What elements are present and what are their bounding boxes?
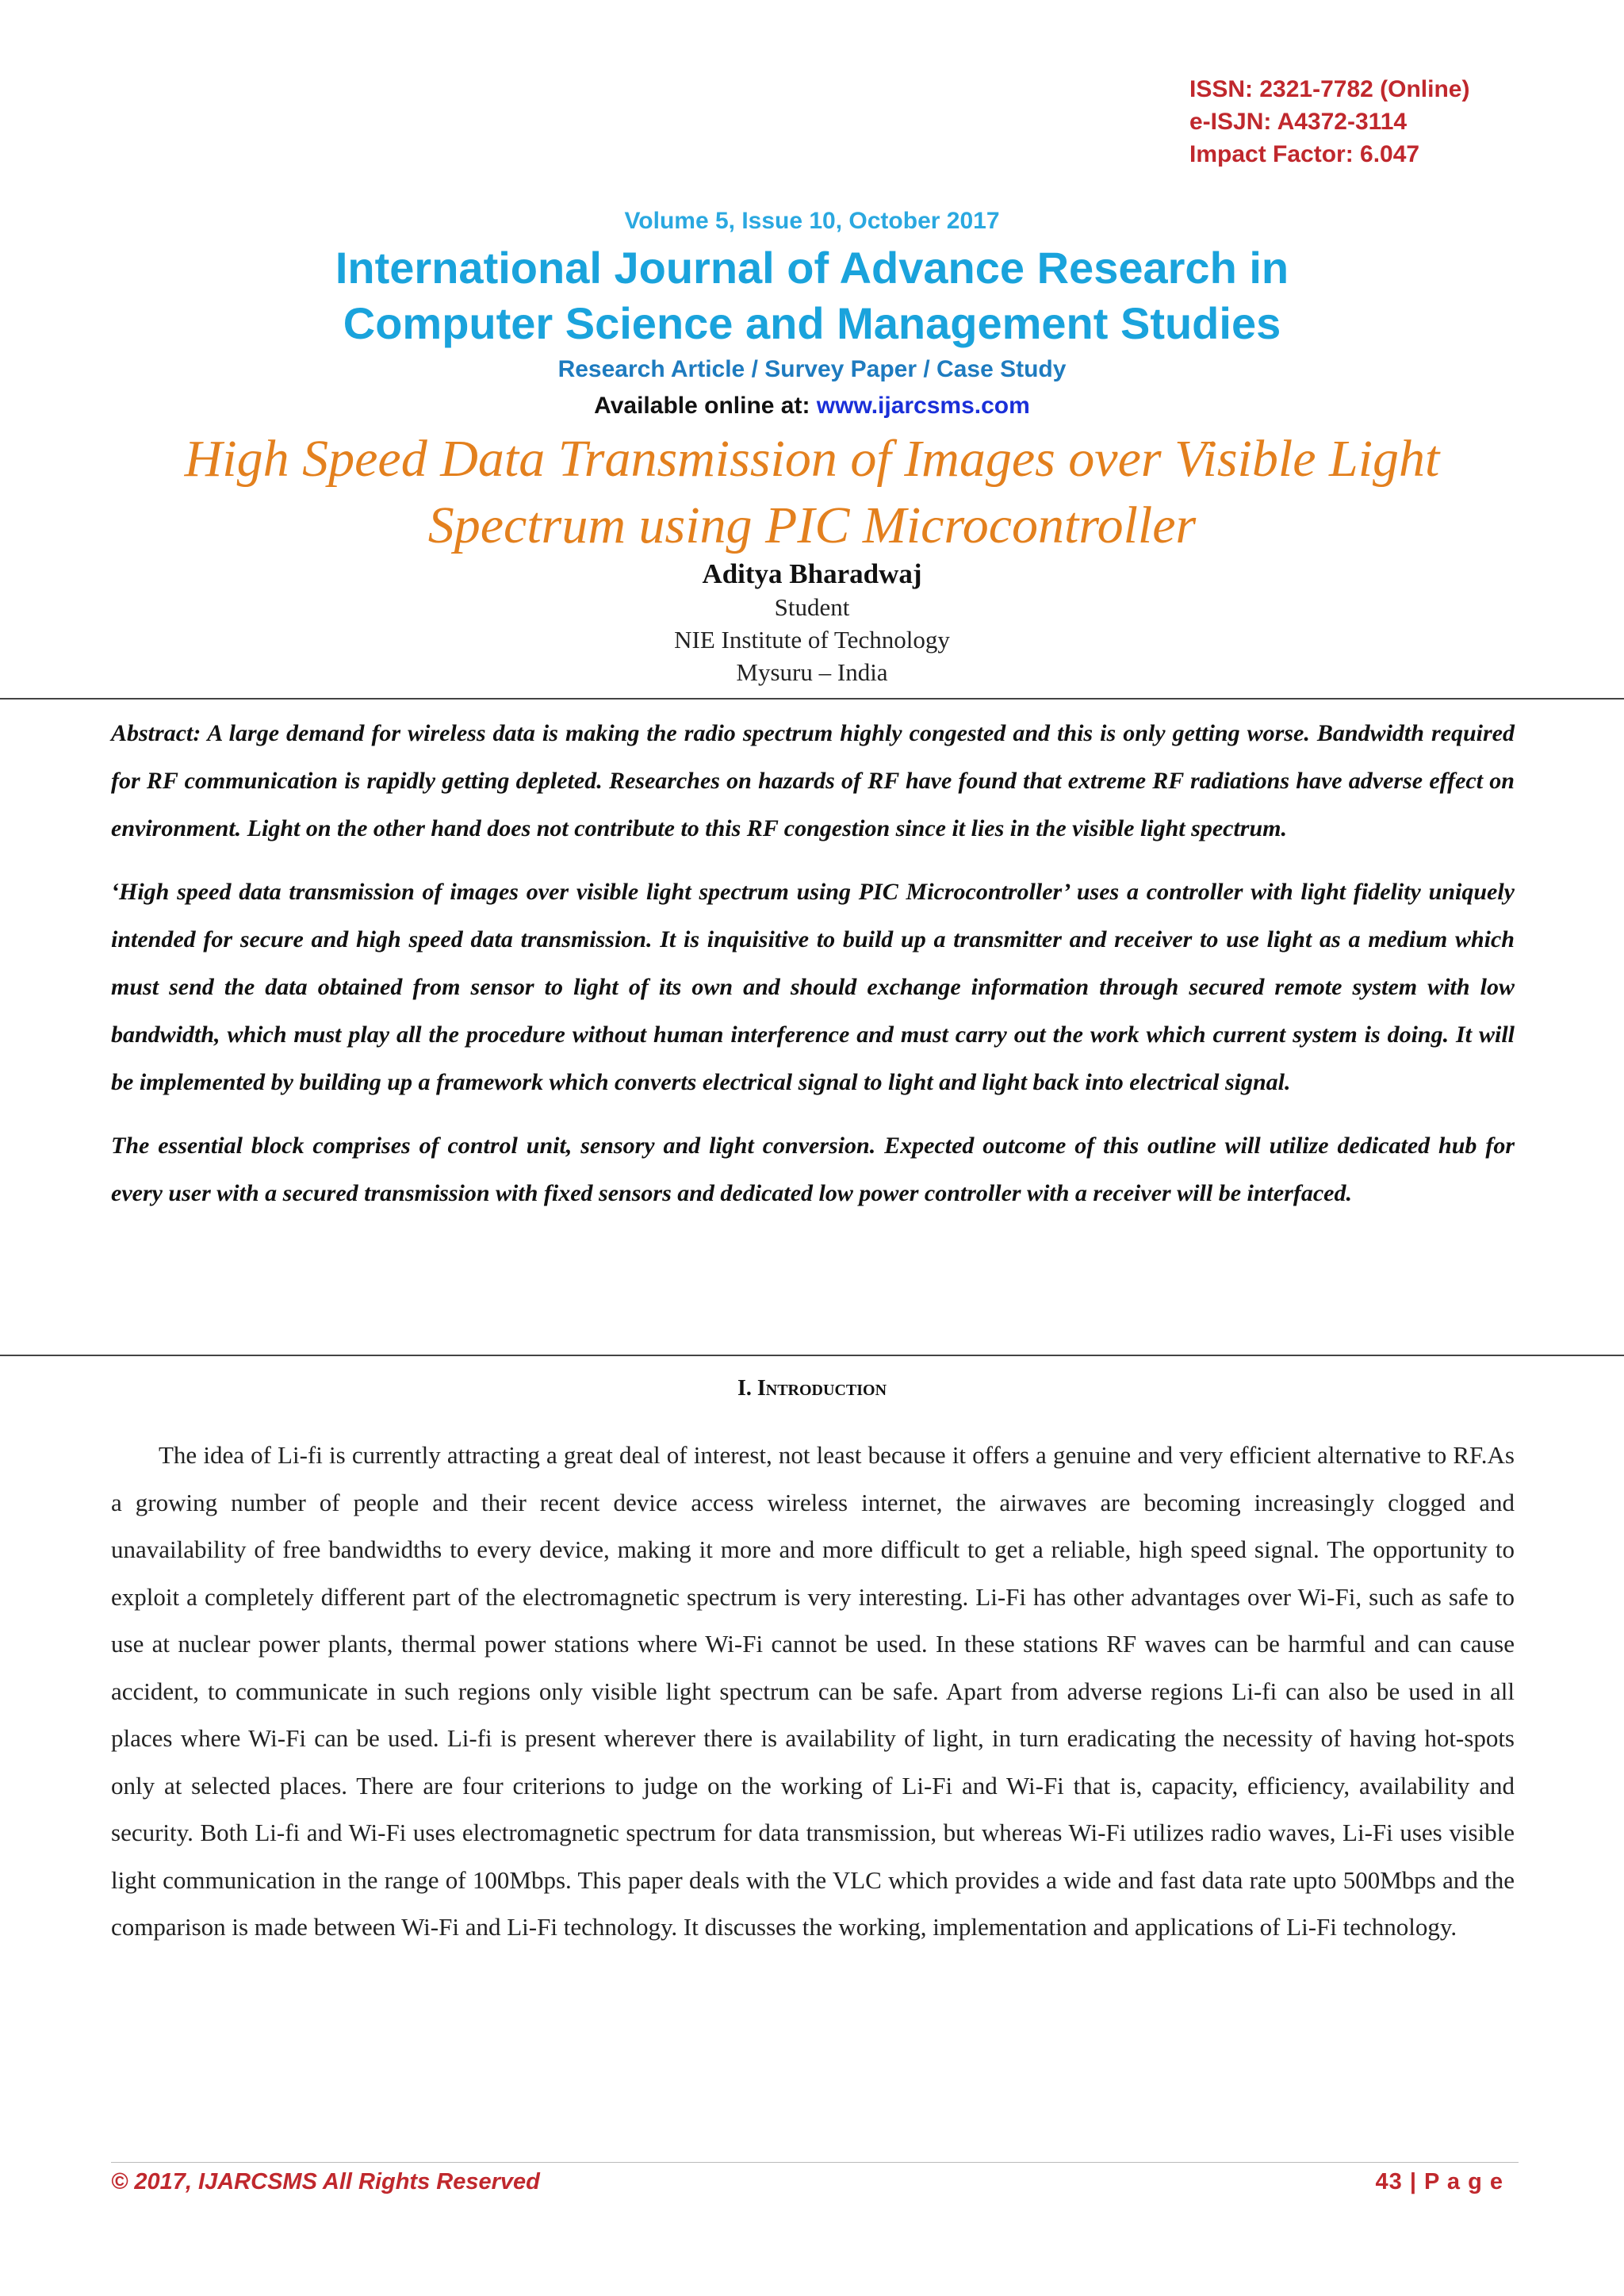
volume-issue: Volume 5, Issue 10, October 2017 — [624, 208, 1000, 234]
introduction-paragraph: The idea of Li-fi is currently attracting a great deal of interest, not least because it offers a genuine and very efficient alternative to RF.As a growing number of people and their recent device access wireless internet, the airwaves are becoming increasingly clogged and unavailability of free bandwidths to every device, making it more and more difficult to get a reliable, high speed signal. The opportunity to exploit a completely different part of the electromagnetic spectrum is very interesting. Li-Fi has other advantages over Wi-Fi, such as safe to use at nuclear power plants, thermal power stations where Wi-Fi cannot be used. In these stations RF waves can be harmful and can cause accident, to communicate in such regions only visible light spectrum can be safe. Apart from adverse regions Li-fi can also be used in all places where Wi-Fi can be used. Li-fi is present wherever there is availability of light, in turn eradicating the necessity of having hot-spots only at selected places. There are four criterions to judge on the working of Li-Fi and Wi-Fi that is, capacity, efficiency, availability and security. Both Li-fi and Wi-Fi uses electromagnetic spectrum for data transmission, but whereas Wi-Fi utilizes radio waves, Li-Fi uses visible light communication in the range of 100Mbps. This paper deals with the VLC which provides a wide and fast data rate upto 500Mbps and the comparison is made between Wi-Fi and Li-Fi technology. It discusses the working, implementation and applications of Li-Fi technology. — [111, 1441, 1515, 1941]
issn-online: ISSN: 2321-7782 (Online) — [1189, 76, 1470, 102]
journal-title-line-1: International Journal of Advance Research in — [335, 243, 1289, 293]
abstract-paragraph: Abstract: A large demand for wireless data is making the radio spectrum highly congested and this is only getting worse. Bandwidth required for RF communication is rapidly getting depleted. Researches on hazards of RF have found that extreme RF radiations have adverse effect on environment. Light on the other hand does not contribute to this RF congestion since it lies in the visible light spectrum. — [111, 720, 1515, 841]
masthead — [0, 202, 1624, 688]
abstract-paragraph: ‘High speed data transmission of images over visible light spectrum using PIC Microcontroller’ uses a controller with light fidelity uniquely intended for secure and high speed data transmission. It is inquisitive to build up a transmitter and receiver to use light as a medium which must send the data obtained from sensor to light of its own and should exchange information through secured remote system with low bandwidth, which must play all the procedure without human interference and must carry out the work which current system is doing. It will be implemented by building up a framework which converts electrical signal to light and light back into electrical signal. — [111, 879, 1515, 1095]
abstract-paragraph: The essential block comprises of control unit, sensory and light conversion. Expected outcome of this outline will utilize dedicated hub for every user with a secured transmission with fixed sensors and dedicated low power controller with a receiver will be interfaced. — [111, 1133, 1515, 1206]
footer-divider — [111, 2162, 1519, 2163]
abstract-top-divider — [0, 698, 1624, 700]
introduction-body — [111, 1432, 1515, 1951]
journal-identifiers — [1189, 73, 1469, 171]
impact-factor: Impact Factor: 6.047 — [1189, 141, 1420, 167]
footer-copyright: © 2017, IJARCSMS All Rights Reserved — [111, 2169, 540, 2194]
eisjn: e-ISJN: A4372-3114 — [1189, 109, 1408, 135]
abstract-bottom-divider — [0, 1355, 1624, 1356]
paper-title-line-2: Spectrum using PIC Microcontroller — [427, 496, 1197, 554]
author-institution: NIE Institute of Technology — [674, 626, 950, 654]
author-role: Student — [774, 593, 850, 621]
abstract — [111, 710, 1515, 1233]
journal-website-link[interactable]: www.ijarcsms.com — [816, 393, 1030, 419]
available-online — [0, 388, 1624, 424]
journal-title-line-2: Computer Science and Management Studies — [343, 298, 1281, 348]
available-online-label: Available online at: — [594, 393, 817, 419]
paper-title-line-1: High Speed Data Transmission of Images over Visible Light — [184, 430, 1440, 488]
article-type: Research Article / Survey Paper / Case Study — [557, 356, 1067, 382]
author-location: Mysuru – India — [736, 658, 888, 686]
author-name: Aditya Bharadwaj — [702, 558, 922, 589]
footer-page-number: 43 | P a g e — [1375, 2169, 1503, 2194]
section-heading-introduction: I. Introduction — [737, 1376, 887, 1401]
